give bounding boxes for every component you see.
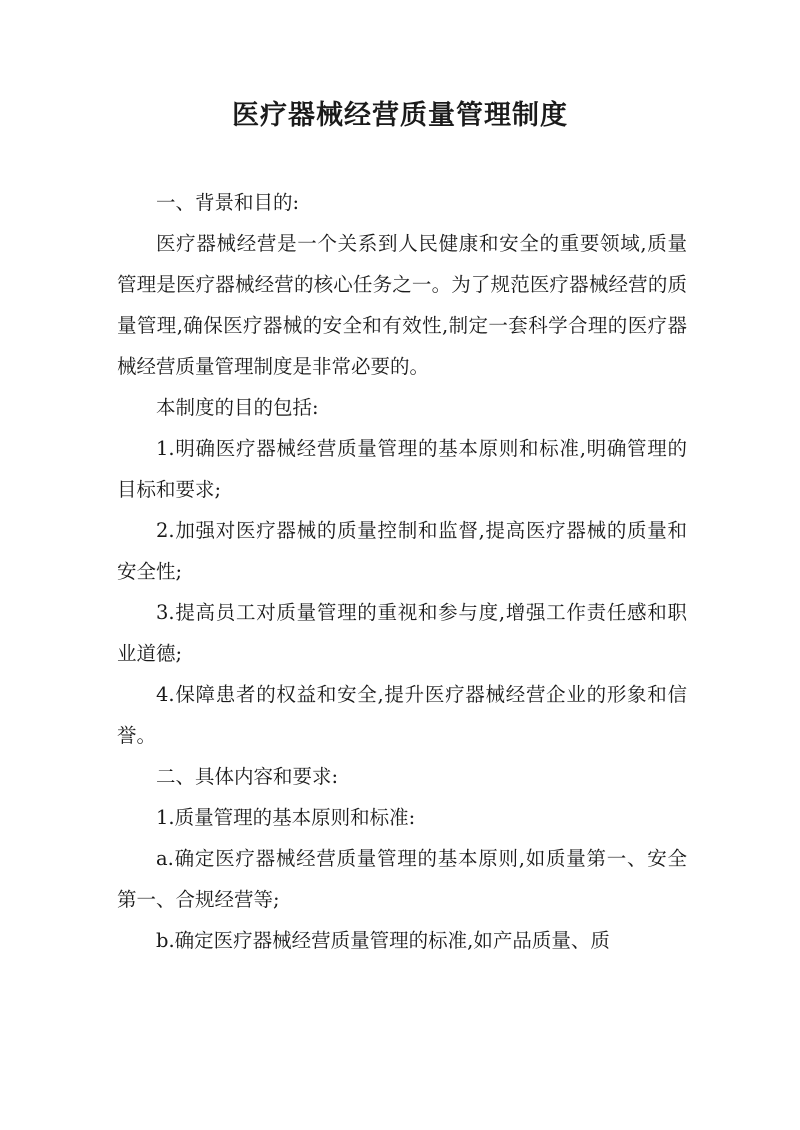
document-body — [117, 182, 687, 961]
section-heading-content: 二、具体内容和要求: — [156, 765, 339, 788]
subsection-heading-principles: 1.质量管理的基本原则和标准: — [156, 806, 416, 829]
list-item-purpose-1: 1.明确医疗器械经营质量管理的基本原则和标准,明确管理的目标和要求; — [117, 437, 687, 501]
list-item-purpose-4: 4.保障患者的权益和安全,提升医疗器械经营企业的形象和信誉。 — [117, 683, 687, 747]
list-item-purpose-2: 2.加强对医疗器械的质量控制和监督,提高医疗器械的质量和安全性; — [117, 519, 687, 583]
paragraph-background: 医疗器械经营是一个关系到人民健康和安全的重要领域,质量管理是医疗器械经营的核心任务之一。为了规范医疗器械经营的质量管理,确保医疗器械的安全和有效性,制定一套科学合理的医疗器械经营质量管理制度是非常必要的。 — [117, 232, 687, 378]
paragraph-purpose-intro: 本制度的目的包括: — [156, 396, 319, 419]
list-item-purpose-3: 3.提高员工对质量管理的重视和参与度,增强工作责任感和职业道德; — [117, 601, 687, 665]
document-title: 医疗器械经营质量管理制度 — [232, 100, 568, 131]
list-item-principle-b: b.确定医疗器械经营质量管理的标准,如产品质量、质 — [156, 929, 610, 952]
list-item-principle-a: a.确定医疗器械经营质量管理的基本原则,如质量第一、安全第一、合规经营等; — [117, 847, 687, 911]
section-heading-background: 一、背景和目的: — [156, 191, 300, 214]
